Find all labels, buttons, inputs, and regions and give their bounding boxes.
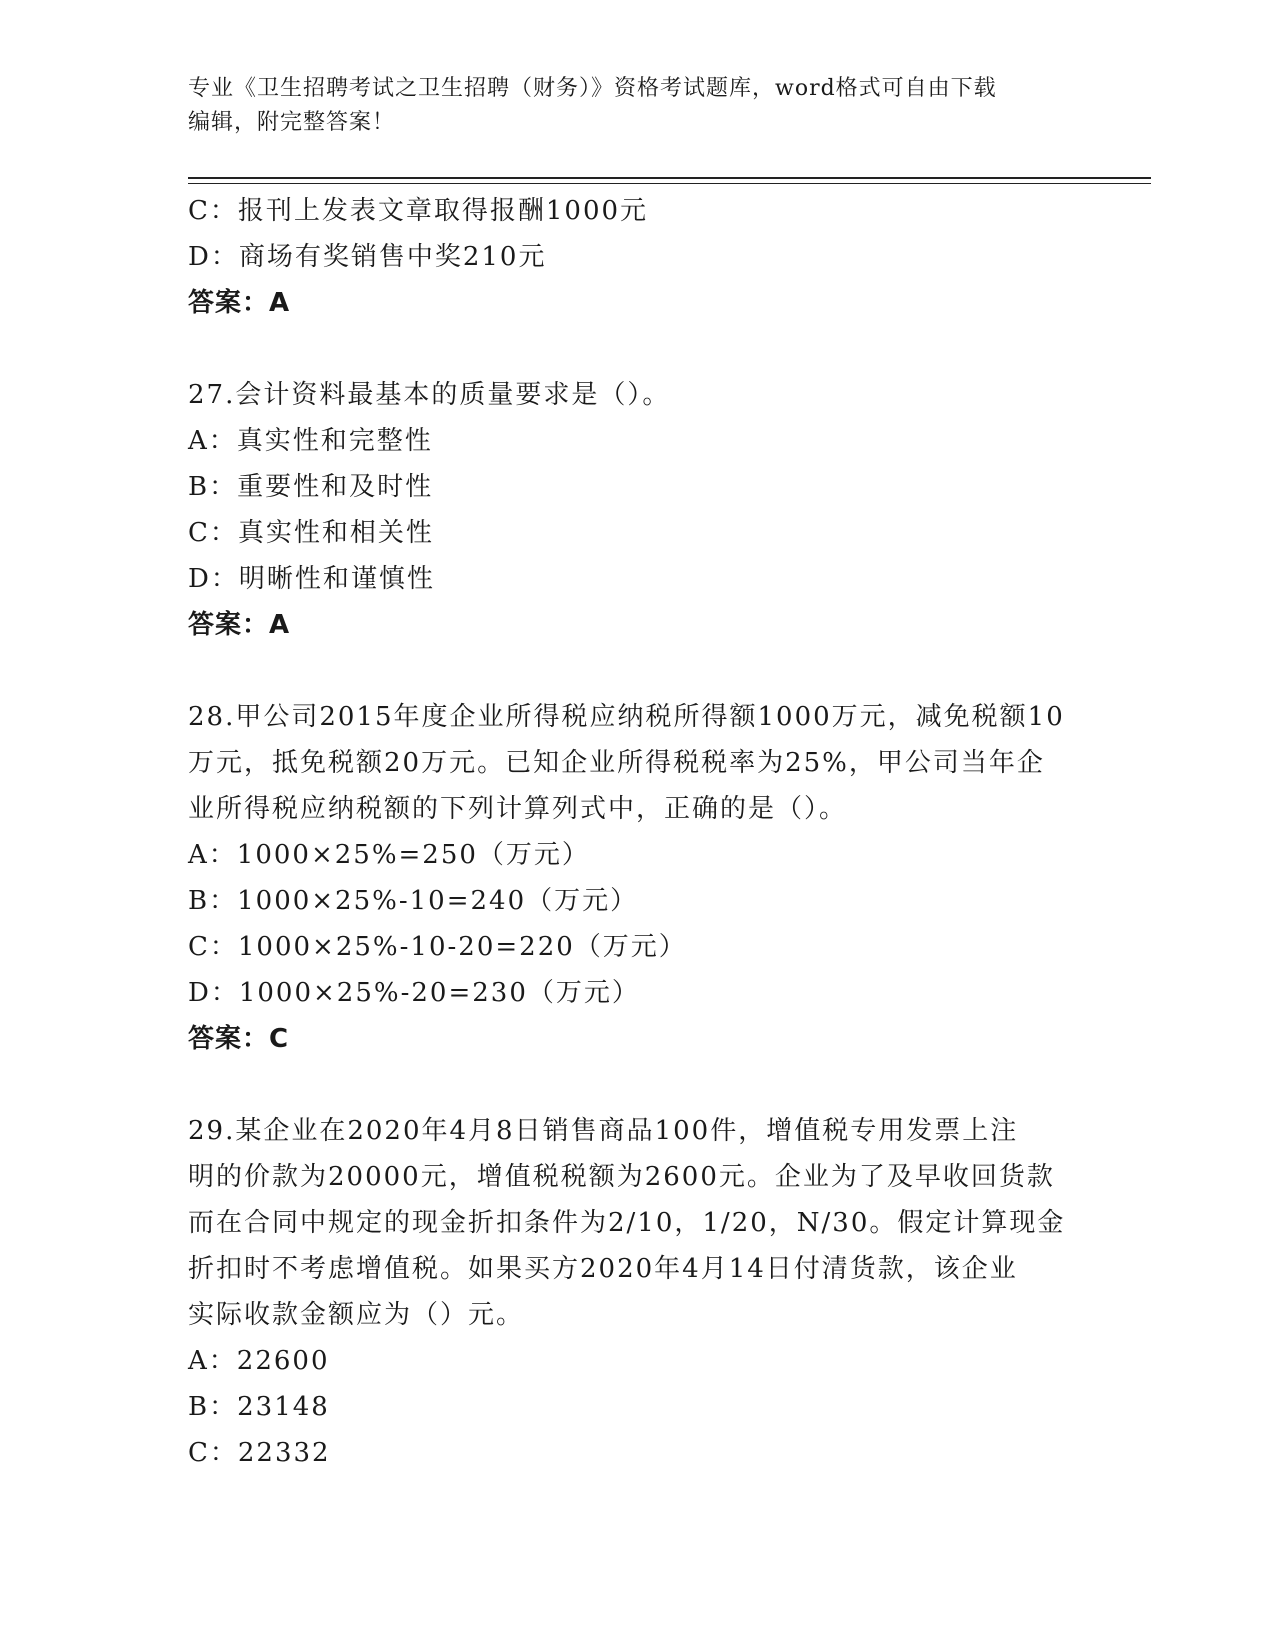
option-d: D：明晰性和谨慎性: [188, 564, 435, 594]
option-d: D：1000×25%-20=230（万元）: [188, 978, 640, 1008]
spacer: [188, 1062, 1088, 1108]
document-header: [188, 72, 1088, 140]
option-c: C：22332: [188, 1438, 331, 1468]
question-26: [188, 188, 1088, 326]
question-stem-line-2: 万元，抵免税额20万元。已知企业所得税税率为25%，甲公司当年企: [188, 748, 1045, 778]
option-c: C：报刊上发表文章取得报酬1000元: [188, 196, 649, 226]
option-a: A：1000×25%=250（万元）: [188, 840, 590, 870]
question-stem: 27.会计资料最基本的质量要求是（）。: [188, 380, 671, 410]
option-d: D：商场有奖销售中奖210元: [188, 242, 547, 272]
answer: 答案：A: [188, 288, 291, 318]
option-b: B：1000×25%-10=240（万元）: [188, 886, 639, 916]
question-stem-line-5: 实际收款金额应为（）元。: [188, 1300, 525, 1330]
question-stem-line-1: 29.某企业在2020年4月8日销售商品100件，增值税专用发票上注: [188, 1116, 1019, 1146]
option-a: A：22600: [188, 1346, 330, 1376]
header-divider-thick: [188, 177, 1151, 179]
question-stem-line-3: 业所得税应纳税额的下列计算列式中，正确的是（）。: [188, 794, 848, 824]
option-b: B：23148: [188, 1392, 330, 1422]
question-stem-line-4: 折扣时不考虑增值税。如果买方2020年4月14日付清货款，该企业: [188, 1254, 1018, 1284]
question-27: [188, 372, 1088, 648]
question-list: [188, 188, 1088, 1476]
option-c: C：1000×25%-10-20=220（万元）: [188, 932, 687, 962]
question-29: [188, 1108, 1088, 1476]
spacer: [188, 648, 1088, 694]
spacer: [188, 326, 1088, 372]
header-divider-thin: [188, 183, 1151, 184]
option-b: B：重要性和及时性: [188, 472, 434, 502]
header-title-line-1: 专业《卫生招聘考试之卫生招聘（财务）》资格考试题库，word格式可自由下载: [188, 76, 997, 101]
option-c: C：真实性和相关性: [188, 518, 434, 548]
question-stem-line-1: 28.甲公司2015年度企业所得税应纳税所得额1000万元，减免税额10: [188, 702, 1065, 732]
header-title-line-2: 编辑，附完整答案！: [188, 110, 396, 135]
question-28: [188, 694, 1088, 1062]
answer: 答案：A: [188, 610, 291, 640]
option-a: A：真实性和完整性: [188, 426, 433, 456]
question-stem-line-3: 而在合同中规定的现金折扣条件为2/10，1/20，N/30。假定计算现金: [188, 1208, 1066, 1238]
answer: 答案：C: [188, 1024, 290, 1054]
question-stem-line-2: 明的价款为20000元，增值税税额为2600元。企业为了及早收回货款: [188, 1162, 1055, 1192]
